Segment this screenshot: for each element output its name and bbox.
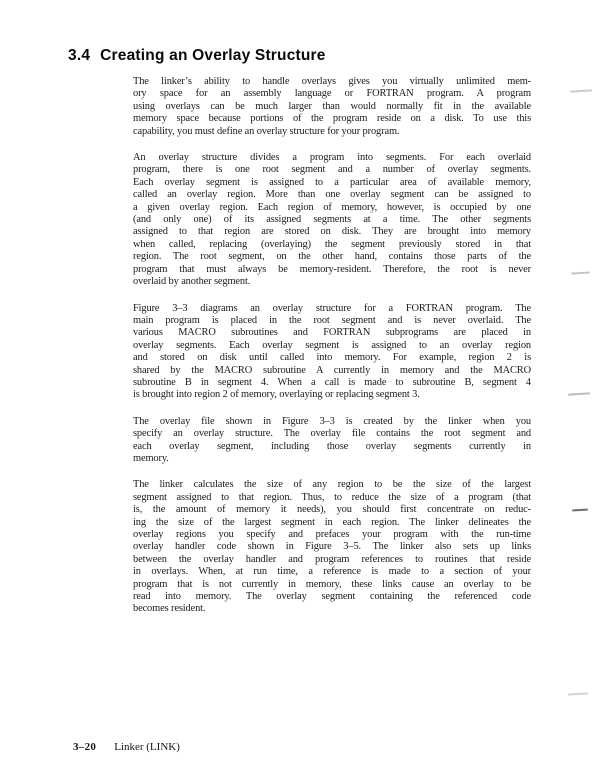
text-line: overlaid by another segment. xyxy=(133,276,251,288)
text-line: memory. xyxy=(133,452,169,464)
text-line: Figure 3–3 diagrams an overlay structure for a FORTRAN program. The xyxy=(133,302,531,314)
paragraph xyxy=(133,76,531,138)
text-line: various MACRO subroutines and FORTRAN subprograms are placed in xyxy=(133,327,531,339)
text-line: memory space because portions of the program reside on a disk. To use this xyxy=(133,113,531,125)
text-line: main program is placed in the root segment and is never overlaid. The xyxy=(133,314,531,326)
paragraph xyxy=(133,152,531,288)
text-line: becomes resident. xyxy=(133,603,206,615)
text-line: when called, replacing (overlaying) the segment previously stored in that xyxy=(133,238,531,250)
text-line: overlay regions you specify and prefaces your program with the run-time xyxy=(133,529,531,540)
text-line: overlay segments. Each overlay segment is assigned to an overlay region xyxy=(133,339,531,351)
text-line: specify an overlay structure. The overlay file contains the root segment and xyxy=(133,428,531,440)
section-number: 3.4 xyxy=(68,47,91,64)
text-line: is, the amount of memory it needs), you should first concentrate on reduc- xyxy=(133,504,531,516)
body-text-column xyxy=(133,76,531,630)
margin-pencil-mark xyxy=(568,692,588,695)
margin-pencil-mark xyxy=(571,271,590,274)
text-line: each overlay segment, including those overlay segments currently in xyxy=(133,440,531,452)
margin-pencil-mark xyxy=(572,509,588,512)
running-footer-title: Linker (LINK) xyxy=(114,741,180,753)
text-line: program, there is one root segment and a number of overlay segments. xyxy=(133,164,531,176)
text-line: The linker calculates the size of any region to be the size of the largest xyxy=(133,479,531,491)
text-line: is brought into region 2 of memory, overlaying or replacing segment 3. xyxy=(133,389,420,401)
text-line: capability, you must define an overlay structure for your program. xyxy=(133,125,400,137)
section-title: Creating an Overlay Structure xyxy=(100,47,326,64)
paragraph xyxy=(133,303,531,402)
text-line: region. The root segment, on the other hand, contains those parts of the xyxy=(133,251,531,263)
text-line: read into memory. The overlay segment containing the referenced code xyxy=(133,591,531,603)
text-line: subroutine B in segment 4. When a call is made to subroutine B, segment 4 xyxy=(133,376,531,388)
text-line: An overlay structure divides a program into segments. For each overlaid xyxy=(133,152,531,164)
text-line: segment assigned to that region. Thus, to reduce the size of a program (that xyxy=(133,491,531,503)
text-line: a given overlay region. Each region of memory, however, is occupied by one xyxy=(133,201,531,213)
text-line: (and only one) of its assigned segments at a time. The other segments xyxy=(133,214,531,226)
text-line: in overlays. When, at run time, a reference is made to a section of your xyxy=(133,566,531,578)
text-line: program that must always be memory-resident. Therefore, the root is never xyxy=(133,263,531,275)
text-line: and stored on disk until called into memory. For example, region 2 is xyxy=(133,352,531,364)
paragraph xyxy=(133,479,531,615)
paragraph xyxy=(133,416,531,466)
text-line: assigned to that region are stored on disk. They are brought into memory xyxy=(133,226,531,238)
margin-pencil-mark xyxy=(570,89,592,92)
text-line: using overlays can be much larger than would normally fit in the available xyxy=(133,100,531,112)
text-line: called an overlay region. More than one overlay segment can be assigned to xyxy=(133,189,531,201)
text-line: overlay handler code shown in Figure 3–5. The linker also sets up links xyxy=(133,541,531,553)
page-number: 3–20 xyxy=(73,741,97,753)
margin-pencil-mark xyxy=(568,392,590,395)
text-line: shared by the MACRO subroutine A currently in memory and the MACRO xyxy=(133,364,531,376)
text-line: between the overlay handler and program references to routines that reside xyxy=(133,553,531,565)
text-line: Each overlay segment is assigned to a particular area of available memory, xyxy=(133,176,531,188)
text-line: ing the size of the largest segment in each region. The linker delineates the xyxy=(133,516,531,528)
text-line: ory space for an assembly language or FORTRAN program. A program xyxy=(133,88,531,100)
section-heading xyxy=(68,47,326,65)
text-line: The overlay file shown in Figure 3–3 is created by the linker when you xyxy=(133,415,531,427)
page-footer xyxy=(73,741,180,753)
text-line: program that is not currently in memory, these links cause an overlay to be xyxy=(133,578,531,590)
text-line: The linker’s ability to handle overlays gives you virtually unlimited mem- xyxy=(133,76,531,87)
